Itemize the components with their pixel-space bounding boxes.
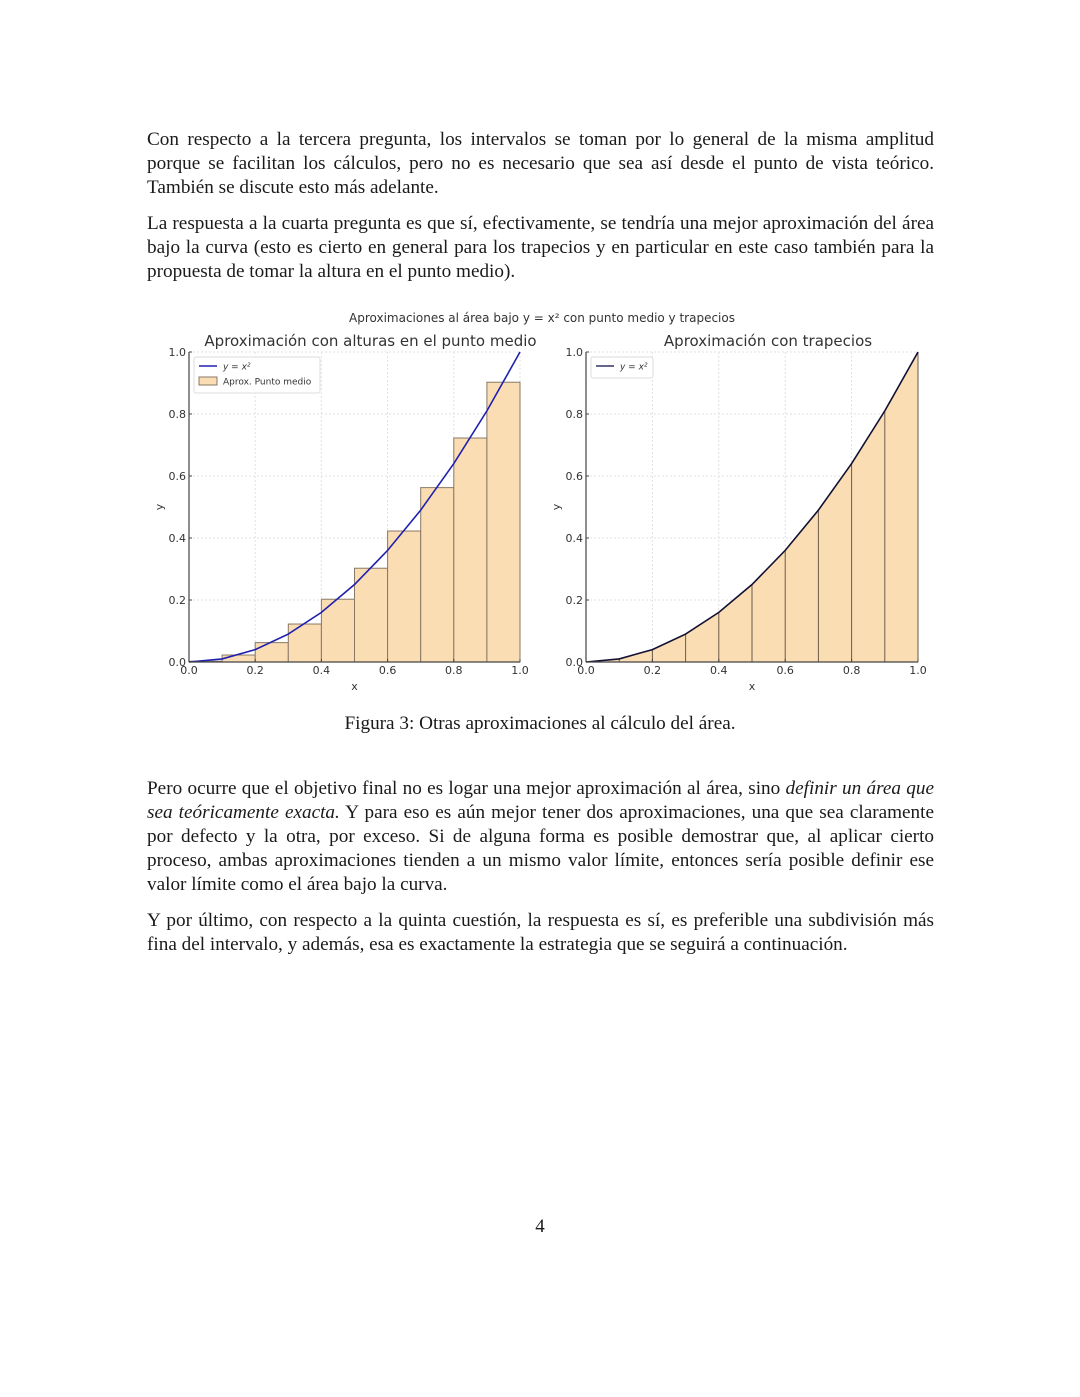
paragraph-fourth-question: La respuesta a la cuarta pregunta es que sí, efectivamente, se tendría una mejor aproximación del área bajo la curva (esto es cierto en general para los trapecios y en particular en este caso también para la propuesta de tomar la altura en el punto medio).	[147, 213, 934, 282]
midpoint-chart	[153, 332, 537, 693]
y-tick-label: 0.2	[168, 594, 186, 607]
paragraph-third-question: Con respecto a la tercera pregunta, los intervalos se toman por lo general de la misma amplitud porque se facilitan los cálculos, pero no es necesario que sea así desde el punto de vista teórico. También se discute esto más adelante.	[147, 129, 934, 198]
x-tick-label: 0.2	[246, 664, 264, 677]
svg-text:y = x²: y = x²	[620, 362, 648, 373]
x-tick-label: 0.2	[643, 664, 662, 677]
x-tick-label: 1.0	[511, 664, 529, 677]
midpoint-bar	[487, 382, 520, 662]
y-tick-label: 0.6	[565, 470, 583, 483]
svg-text:Aprox. Punto medio: Aprox. Punto medio	[223, 377, 312, 388]
midpoint-bar	[355, 568, 388, 662]
midpoint-bar	[255, 643, 288, 662]
italic-emphasis: definir un área que sea teóricamente exacta.	[147, 778, 934, 823]
x-tick-label: 0.4	[312, 664, 331, 677]
page-number: 4	[535, 1216, 545, 1237]
x-axis-label: x	[351, 680, 358, 693]
y-tick-label: 1.0	[565, 346, 583, 359]
y-tick-label: 0.2	[565, 594, 583, 607]
y-tick-label: 0.8	[565, 408, 583, 421]
midpoint-bar	[288, 624, 321, 662]
x-tick-label: 0.8	[842, 664, 861, 677]
x-tick-label: 0.6	[378, 664, 397, 677]
figure-caption: Figura 3: Otras aproximaciones al cálculo del área.	[344, 713, 736, 734]
chart-title: Aproximación con trapecios	[663, 332, 873, 350]
midpoint-bar	[454, 438, 487, 662]
midpoint-bar	[421, 488, 454, 662]
x-tick-label: 0.0	[577, 664, 595, 677]
midpoint-bar	[222, 655, 255, 662]
y-axis-label: y	[153, 503, 166, 511]
x-tick-label: 0.4	[710, 664, 728, 677]
x-tick-label: 1.0	[909, 664, 927, 677]
y-tick-label: 0.4	[565, 532, 583, 545]
chart-legend	[591, 357, 653, 378]
text-span: Pero ocurre que el objetivo final no es logar una mejor aproximación al área, sino	[147, 778, 786, 799]
figure-3	[140, 300, 940, 700]
chart-title: Aproximación con alturas en el punto medio	[204, 332, 537, 350]
x-tick-label: 0.6	[776, 664, 794, 677]
paragraph-fifth-question: Y por último, con respecto a la quinta cuestión, la respuesta es sí, es preferible una subdivisión más fina del intervalo, y además, esa es exactamente la estrategia que se seguirá a continuación.	[147, 910, 934, 955]
y-tick-label: 0.0	[565, 656, 583, 669]
y-tick-label: 0.6	[168, 470, 186, 483]
x-tick-label: 0.0	[180, 664, 198, 677]
y-tick-label: 0.4	[168, 532, 186, 545]
y-axis-label: y	[550, 503, 563, 511]
y-tick-label: 0.8	[168, 408, 186, 421]
y-tick-label: 1.0	[168, 346, 186, 359]
x-tick-label: 0.8	[445, 664, 463, 677]
midpoint-bar	[388, 531, 421, 662]
trapezoid-chart	[550, 332, 927, 693]
paragraph-objective	[147, 777, 934, 897]
x-axis-label: x	[748, 680, 756, 693]
chart-legend	[194, 357, 320, 393]
y-tick-label: 0.0	[168, 656, 186, 669]
figure-suptitle: Aproximaciones al área bajo y = x² con punto medio y trapecios	[349, 311, 735, 325]
svg-text:y = x²: y = x²	[223, 362, 251, 373]
text-span: Y para eso es aún mejor tener dos aproximaciones, una que sea claramente por defecto y la otra, por exceso. Si de alguna forma es posible demostrar que, al aplicar cierto proceso, ambas aproximaciones tienden a un mismo valor límite, entonces sería posible definir ese valor límite como el área bajo la curva.	[147, 802, 934, 895]
